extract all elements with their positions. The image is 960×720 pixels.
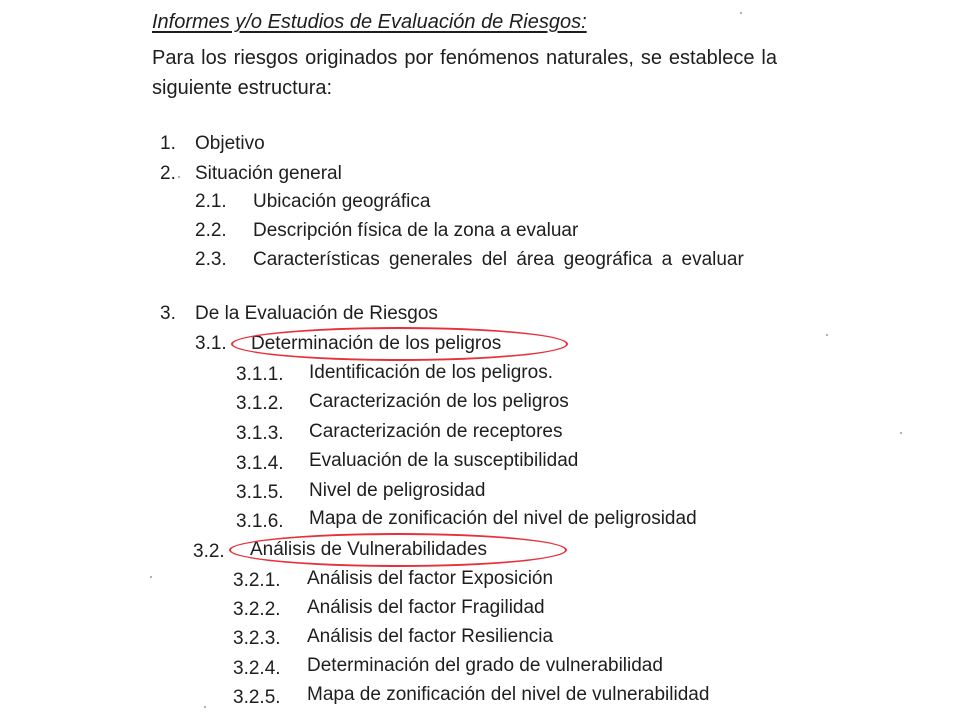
item-ubicacion-geografica: Ubicación geográfica [253, 191, 431, 212]
item-factor-resiliencia: Análisis del factor Resiliencia [307, 626, 554, 647]
item-determinacion-peligros: Determinación de los peligros [251, 333, 502, 354]
item-number-2-2: 2.2. [195, 220, 227, 241]
item-descripcion-fisica: Descripción física de la zona a evaluar [253, 220, 579, 241]
item-number-3-2-5: 3.2.5. [233, 687, 281, 708]
item-mapa-zonificacion-peligrosidad: Mapa de zonificación del nivel de peligrosidad [309, 508, 697, 529]
item-number-3-1-5: 3.1.5. [236, 482, 284, 503]
scan-speck [204, 706, 206, 708]
item-number-3-2-4: 3.2.4. [233, 658, 281, 679]
item-nivel-peligrosidad: Nivel de peligrosidad [309, 480, 486, 501]
item-evaluacion-susceptibilidad: Evaluación de la susceptibilidad [309, 450, 579, 471]
item-number-2: 2. [160, 163, 176, 184]
item-number-2-1: 2.1. [195, 191, 227, 212]
item-number-2-3: 2.3. [195, 249, 227, 270]
item-number-3-1-1: 3.1.1. [236, 364, 284, 385]
item-number-3-1-4: 3.1.4. [236, 453, 284, 474]
item-number-3: 3. [160, 303, 176, 324]
item-grado-vulnerabilidad: Determinación del grado de vulnerabilidad [307, 655, 663, 676]
intro-paragraph: Para los riesgos originados por fenómenos naturales, se establece la siguiente estructura: [152, 47, 777, 99]
item-number-3-2-2: 3.2.2. [233, 599, 281, 620]
item-analisis-vulnerabilidades: Análisis de Vulnerabilidades [250, 539, 487, 560]
red-circle-highlight-vulnerabilidades [229, 533, 567, 567]
red-circle-highlight-peligros [231, 327, 568, 361]
item-number-3-1: 3.1. [195, 333, 227, 354]
scan-speck [900, 432, 902, 434]
item-mapa-zonificacion-vulnerabilidad: Mapa de zonificación del nivel de vulnerabilidad [307, 684, 710, 705]
scan-speck [826, 334, 828, 336]
item-caracterizacion-receptores: Caracterización de receptores [309, 421, 563, 442]
scan-speck [178, 176, 180, 178]
item-caracterizacion-peligros: Caracterización de los peligros [309, 391, 569, 412]
item-number-3-2-3: 3.2.3. [233, 628, 281, 649]
item-factor-fragilidad: Análisis del factor Fragilidad [307, 597, 545, 618]
item-number-3-2: 3.2. [193, 541, 225, 562]
document-heading: Informes y/o Estudios de Evaluación de Riesgos: [152, 11, 587, 33]
item-number-3-1-2: 3.1.2. [236, 393, 284, 414]
item-factor-exposicion: Análisis del factor Exposición [307, 568, 554, 589]
item-number-1: 1. [160, 133, 176, 154]
item-number-3-1-6: 3.1.6. [236, 511, 284, 532]
item-caracteristicas-generales: Características generales del área geográfica a evaluar [253, 249, 744, 270]
item-evaluacion-de-riesgos: De la Evaluación de Riesgos [195, 303, 438, 324]
item-identificacion-peligros: Identificación de los peligros. [309, 362, 553, 383]
scan-speck [150, 576, 152, 578]
item-number-3-1-3: 3.1.3. [236, 423, 284, 444]
item-number-3-2-1: 3.2.1. [233, 570, 281, 591]
item-objetivo: Objetivo [195, 133, 265, 154]
scan-speck [740, 12, 742, 14]
item-situacion-general: Situación general [195, 163, 342, 184]
